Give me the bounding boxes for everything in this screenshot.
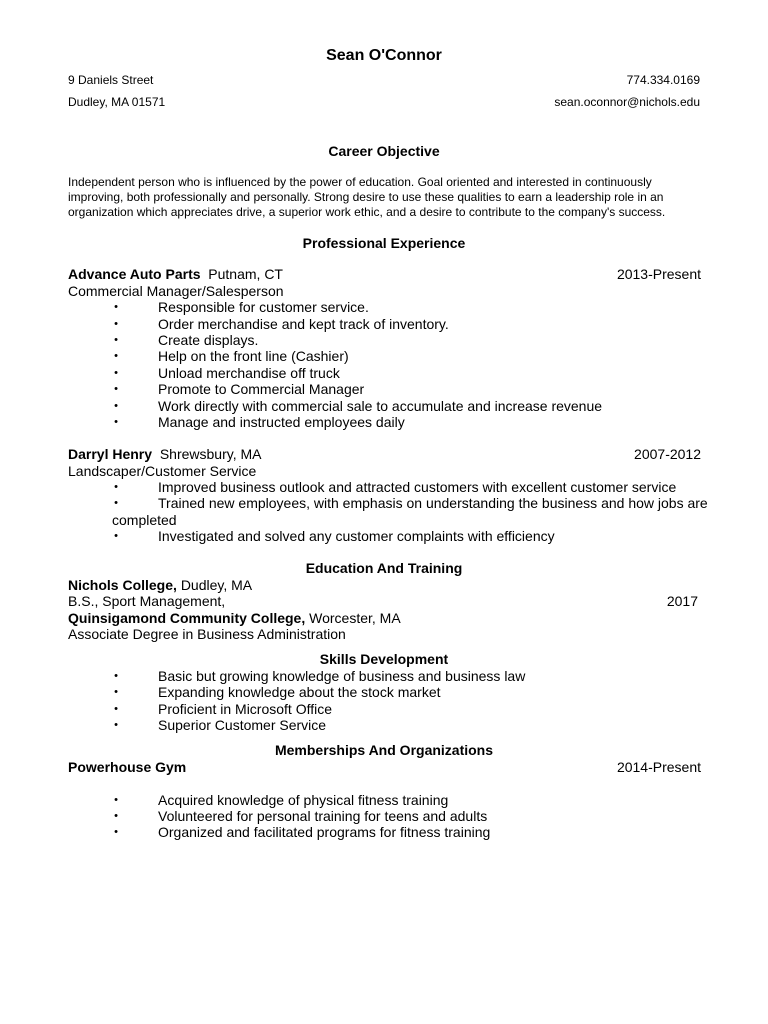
bullet-icon: • — [114, 826, 118, 838]
school-1-name: Nichols College, — [68, 577, 177, 593]
job-2-location: Shrewsbury, MA — [159, 446, 262, 462]
degree-1-year: 2017 — [666, 593, 698, 609]
job-2-title: Landscaper/Customer Service — [68, 463, 257, 479]
job-1-dates: 2013-Present — [616, 266, 701, 282]
school-2-name: Quinsigamond Community College, — [68, 610, 306, 626]
school-2 — [68, 610, 401, 626]
skills-heading: Skills Development — [319, 651, 449, 667]
bullet-icon: • — [114, 670, 118, 682]
job-1-location: Putnam, CT — [208, 266, 283, 282]
memberships-heading: Memberships And Organizations — [274, 742, 494, 758]
resume-page: Sean O'Connor 9 Daniels Street Dudley, MA 01571 774.334.0169 sean.oconnor@nichols.edu Career Objective Independent person who is influenced by the power of education. Goal oriented and interested in continuously improving, both professionally and personally. Strong desire to use these qualities to earn a leadership role in an organization which appreciates drive, a superior work ethic, and a desire to contribute to the company's success. Professional Experience Advance Auto Parts Putnam, CT 2013-Present Commercial Manager/Salesperson • Responsible for customer service. • Order merchandise and kept track of inventory. • Create displays. • Help on the front line (Cashier) • Unload merchandise off truck • Promote to Commercial Manager • Work directly with commercial sale to accumulate and increase revenue • Manage and instructed employees daily Darryl Henry Shrewsbury, MA 2007-2012 Landscaper/Customer Service • Improved business outlook and attracted customers with excellent customer service • Trained new employees, with emphasis on understanding the business and how jobs are completed • Investigated and solved any customer complaints with efficiency Education And Training Nichols College, Dudley, MA B.S., Sport Management, 2017 Quinsigamond Community College, Worcester, MA Associate Degree in Business Administration Skills Development • Basic but growing knowledge of business and business law • Expanding knowledge about the stock market • Proficient in Microsoft Office • Superior Customer Service Memberships And Organizations Powerhouse Gym 2014-Present • Acquired knowledge of physical fitness training • Volunteered for personal training for teens and adults • Organized and facilitated programs for fitness training — [0, 0, 768, 1024]
bullet-icon: • — [114, 416, 118, 428]
email-address: sean.oconnor@nichols.edu — [554, 95, 700, 109]
school-1-location: Dudley, MA — [180, 577, 253, 593]
bullet-icon: • — [114, 400, 118, 412]
bullet-icon: • — [114, 686, 118, 698]
job-2-employer: Darryl Henry — [68, 446, 153, 462]
candidate-name: Sean O'Connor — [326, 47, 442, 64]
objective-text: Independent person who is influenced by the power of education. Goal oriented and interested in continuously improving, both professionally and personally. Strong desire to use these qualities to earn a leadership role in an organization which appreciates drive, a superior work ethic, and a desire to contribute to the company's success. — [68, 175, 666, 219]
membership-dates: 2014-Present — [616, 759, 701, 775]
bullet-icon: • — [114, 350, 118, 362]
phone-number: 774.334.0169 — [626, 73, 700, 87]
bullet-icon: • — [114, 530, 118, 542]
objective-heading: Career Objective — [328, 143, 440, 159]
street-address: 9 Daniels Street — [68, 73, 154, 87]
job-2-dates: 2007-2012 — [634, 446, 701, 462]
membership-org: Powerhouse Gym — [68, 759, 187, 775]
degree-1: B.S., Sport Management, — [68, 593, 226, 609]
school-2-location: Worcester, MA — [309, 610, 401, 626]
education-heading: Education And Training — [305, 560, 463, 576]
job-1-title: Commercial Manager/Salesperson — [68, 283, 284, 299]
bullet-icon: • — [114, 367, 118, 379]
bullet-icon: • — [114, 810, 118, 822]
school-1 — [68, 577, 252, 593]
degree-2: Associate Degree in Business Administration — [68, 626, 346, 642]
bullet-icon: • — [114, 318, 118, 330]
job-1-employer: Advance Auto Parts — [68, 266, 201, 282]
job-1-header — [68, 266, 283, 282]
job-2-header — [68, 446, 262, 462]
bullet-icon: • — [114, 334, 118, 346]
experience-heading: Professional Experience — [302, 235, 466, 251]
bullet-icon: • — [114, 497, 118, 509]
bullet-icon: • — [114, 481, 118, 493]
bullet-icon: • — [114, 703, 118, 715]
city-state-zip: Dudley, MA 01571 — [68, 95, 166, 109]
bullet-icon: • — [114, 301, 118, 313]
bullet-icon: • — [114, 794, 118, 806]
bullet-icon: • — [114, 383, 118, 395]
bullet-icon: • — [114, 719, 118, 731]
